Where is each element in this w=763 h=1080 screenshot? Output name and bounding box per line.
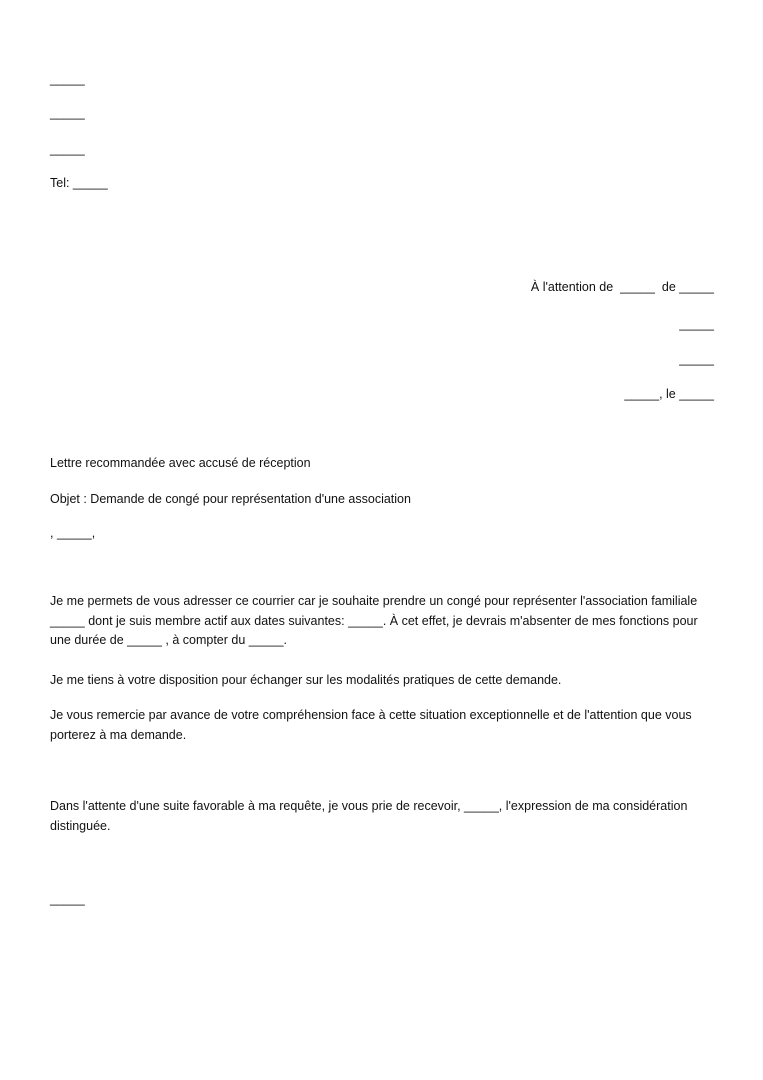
registered-mail-notice: Lettre recommandée avec accusé de réception [50,456,311,470]
body-paragraph-request [50,592,718,651]
closing-formula-text: Dans l'attente d'une suite favorable à ma requête, je vous prie de recevoir, _____, l'expression de ma considération distinguée. [50,799,688,833]
body-paragraph-availability-text: Je me tiens à votre disposition pour échanger sur les modalités pratiques de cette demande. [50,673,562,687]
body-paragraph-thanks-text: Je vous remercie par avance de votre compréhension face à cette situation exceptionnelle et de l'attention que vous porterez à ma demande. [50,708,692,742]
recipient-attention: À l'attention de _____ de _____ [530,280,714,294]
signature-blank: _____ [50,892,85,906]
letter-subject: Objet : Demande de congé pour représentation d'une association [50,492,411,506]
body-paragraph-availability [50,671,718,691]
sender-phone: Tel: _____ [50,176,108,190]
closing-formula [50,797,718,836]
place-and-date: _____, le _____ [624,387,714,401]
body-paragraph-request-text: Je me permets de vous adresser ce courrier car je souhaite prendre un congé pour représenter l'association familiale _____ dont je suis membre actif aux dates suivantes: _____. À cet effet, je devrais m'absenter de mes fonctions pour une durée de _____ , à compter du _____. [50,594,698,647]
recipient-city-blank: _____ [679,352,714,366]
sender-address-blank: _____ [50,106,85,120]
sender-name-blank: _____ [50,72,85,86]
body-paragraph-thanks [50,706,718,745]
recipient-address-blank: _____ [679,317,714,331]
salutation: , _____, [50,526,96,540]
sender-city-blank: _____ [50,142,85,156]
